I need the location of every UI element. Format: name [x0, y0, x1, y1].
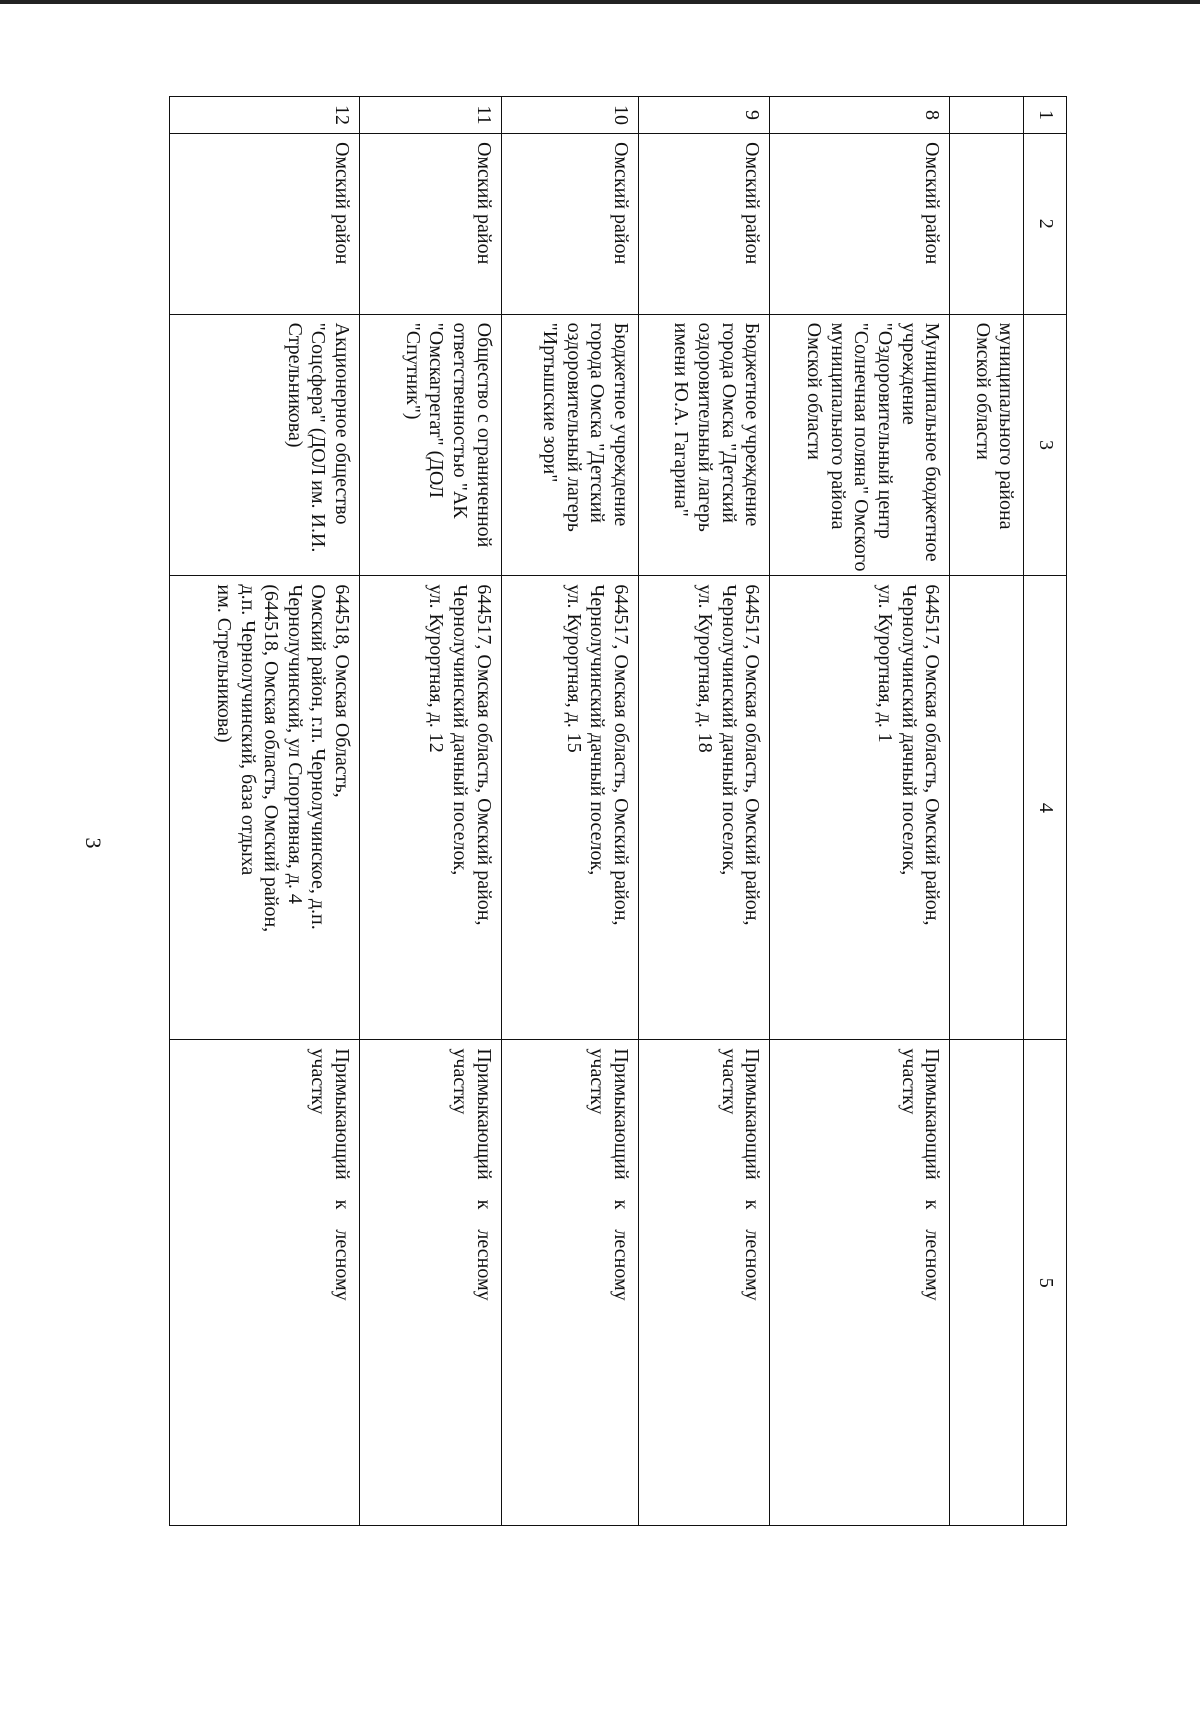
row-note — [360, 1040, 502, 1526]
header-col-4: 4 — [1024, 576, 1067, 1040]
org-line: имени Ю.А. Гагарина" — [670, 322, 693, 517]
cont-cell-org — [950, 314, 1024, 576]
row-note — [770, 1040, 950, 1526]
table-row — [770, 97, 950, 1526]
row-district: Омский район — [360, 133, 502, 314]
org-line: Акционерное общество — [331, 322, 354, 525]
note-line: участку — [586, 1048, 609, 1115]
note-line: участку — [307, 1048, 330, 1115]
org-line: ответственностью "АК — [449, 322, 472, 519]
address-line: 644517, Омская область, Омский район, — [609, 584, 632, 926]
cont-cell-district — [950, 133, 1024, 314]
org-line: "Иртышские зори" — [538, 322, 561, 483]
org-line: "Омскагрегат" (ДОЛ — [425, 322, 448, 498]
table-header-row — [1024, 97, 1067, 1526]
row-district: Омский район — [770, 133, 950, 314]
address-line: Чернолучинский дачный поселок, — [586, 584, 609, 876]
row-address — [638, 576, 770, 1040]
header-col-2: 2 — [1024, 133, 1067, 314]
org-line: "Солнечная поляна" Омского — [850, 322, 873, 572]
address-line: ул. Курортная, д. 12 — [425, 584, 448, 753]
header-col-3: 3 — [1024, 314, 1067, 576]
table-row — [501, 97, 638, 1526]
cont-org-line: муниципального района — [995, 322, 1018, 530]
row-address — [770, 576, 950, 1040]
continuation-row — [950, 97, 1024, 1526]
address-line: ул. Курортная, д. 18 — [694, 584, 717, 753]
org-line: Муниципальное бюджетное — [921, 322, 944, 562]
org-line: Бюджетное учреждение — [609, 322, 632, 527]
org-line: города Омска "Детский — [717, 322, 740, 523]
address-line: Омский район, г.п. Чернолучинское, д.п. — [307, 584, 330, 930]
org-line: Стрельникова) — [283, 322, 306, 448]
address-line: 644518, Омская Область, — [331, 584, 354, 798]
row-note — [170, 1040, 360, 1526]
address-line: Чернолучинский дачный поселок, — [717, 584, 740, 876]
top-scan-border — [0, 0, 1200, 4]
row-note — [501, 1040, 638, 1526]
cont-cell-note — [950, 1040, 1024, 1526]
address-line: Чернолучинский дачный поселок, — [897, 584, 920, 876]
header-col-5: 5 — [1024, 1040, 1067, 1526]
cont-cell-address — [950, 576, 1024, 1040]
row-organization — [170, 314, 360, 576]
address-line: д.п. Чернолучинский, база отдыха — [236, 584, 259, 876]
note-line: Примыкающий к лесному — [741, 1048, 764, 1301]
row-organization — [638, 314, 770, 576]
org-line: учреждение — [897, 322, 920, 425]
org-line: города Омска "Детский — [586, 322, 609, 523]
registry-table — [169, 96, 1067, 1526]
address-line: Чернолучинский, ул Спортивная, д. 4 — [283, 584, 306, 904]
table-row — [638, 97, 770, 1526]
row-district: Омский район — [501, 133, 638, 314]
note-line: Примыкающий к лесному — [331, 1048, 354, 1301]
row-district: Омский район — [170, 133, 360, 314]
row-number: 11 — [360, 97, 502, 134]
note-line: Примыкающий к лесному — [609, 1048, 632, 1301]
note-line: Примыкающий к лесному — [472, 1048, 495, 1301]
address-line: (644518, Омская область, Омский район, — [260, 584, 283, 933]
row-number: 9 — [638, 97, 770, 134]
address-line: им. Стрельникова) — [213, 584, 236, 743]
note-line: Примыкающий к лесному — [921, 1048, 944, 1301]
cont-org-line: Омской области — [971, 322, 994, 460]
address-line: ул. Курортная, д. 1 — [873, 584, 896, 743]
org-line: Омской области — [803, 322, 826, 460]
row-address — [501, 576, 638, 1040]
org-line: оздоровительный лагерь — [694, 322, 717, 532]
row-number: 12 — [170, 97, 360, 134]
row-organization — [501, 314, 638, 576]
row-note — [638, 1040, 770, 1526]
row-organization — [360, 314, 502, 576]
note-line: участку — [897, 1048, 920, 1115]
note-line: участку — [717, 1048, 740, 1115]
row-number: 8 — [770, 97, 950, 134]
address-line: ул. Курортная, д. 15 — [562, 584, 585, 753]
org-line: "Оздоровительный центр — [873, 322, 896, 539]
cont-cell-num — [950, 97, 1024, 134]
page-number: 3 — [81, 837, 106, 849]
address-line: 644517, Омская область, Омский район, — [921, 584, 944, 926]
org-line: оздоровительный лагерь — [562, 322, 585, 532]
registry-table-rotated — [169, 96, 1067, 1526]
org-line: муниципального района — [826, 322, 849, 530]
row-organization — [770, 314, 950, 576]
note-line: участку — [449, 1048, 472, 1115]
org-line: Общество с ограниченной — [472, 322, 495, 548]
org-line: Бюджетное учреждение — [741, 322, 764, 527]
address-line: Чернолучинский дачный поселок, — [449, 584, 472, 876]
row-address — [170, 576, 360, 1040]
row-district: Омский район — [638, 133, 770, 314]
row-address — [360, 576, 502, 1040]
table-row — [360, 97, 502, 1526]
org-line: "Соцсфера" (ДОЛ им. И.И. — [307, 322, 330, 553]
header-col-1: 1 — [1024, 97, 1067, 134]
table-row — [170, 97, 360, 1526]
address-line: 644517, Омская область, Омский район, — [472, 584, 495, 926]
org-line: "Спутник") — [401, 322, 424, 420]
address-line: 644517, Омская область, Омский район, — [741, 584, 764, 926]
row-number: 10 — [501, 97, 638, 134]
